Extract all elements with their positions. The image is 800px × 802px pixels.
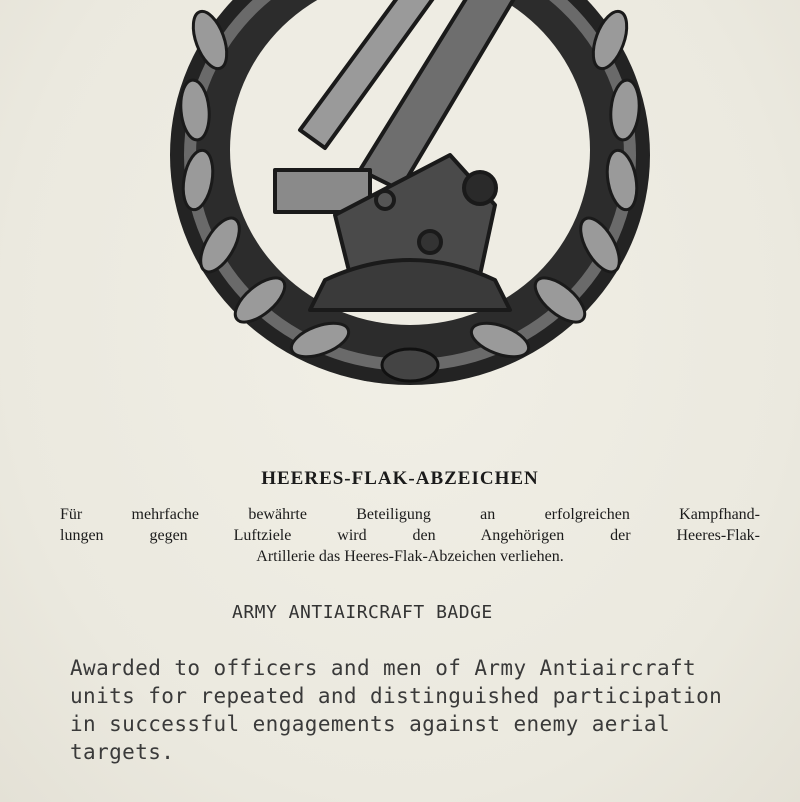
army-flak-badge-icon <box>150 0 670 400</box>
english-title: ARMY ANTIAIRCRAFT BADGE <box>232 602 493 623</box>
german-text-line-1: Für mehrfache bewährte Beteiligung an erfolgreichen Kampfhand- <box>60 506 760 523</box>
german-text-line-3: Artillerie das Heeres-Flak-Abzeichen verliehen. <box>256 548 564 565</box>
english-text-line-3: in successful engagements against enemy aerial <box>70 712 670 736</box>
english-text-line-2: units for repeated and distinguished participation <box>70 684 723 708</box>
german-text-line-2: lungen gegen Luftziele wird den Angehörigen der Heeres-Flak- <box>60 527 760 544</box>
english-text-line-4: targets. <box>70 740 175 764</box>
german-title: HEERES-FLAK-ABZEICHEN <box>261 468 539 489</box>
english-text-line-1: Awarded to officers and men of Army Antiaircraft <box>70 656 697 680</box>
